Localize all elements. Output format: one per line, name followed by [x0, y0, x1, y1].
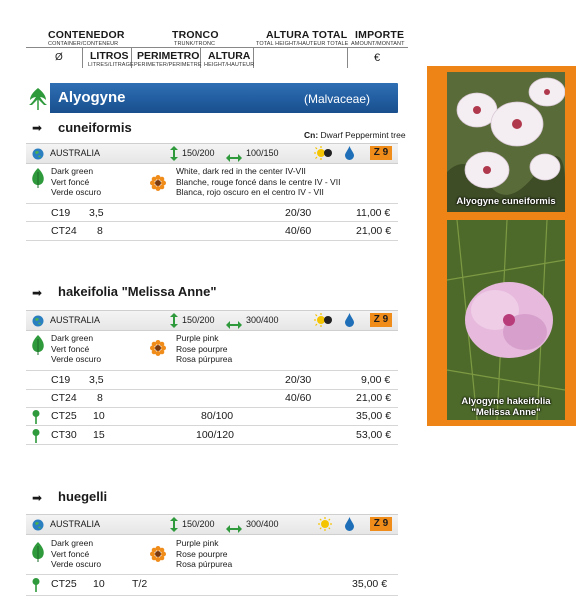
- header-diameter: Ø: [55, 52, 63, 63]
- flower-en: White, dark red in the center IV-VII: [176, 166, 306, 176]
- row-separator: [26, 444, 398, 445]
- leaf-icon: [26, 83, 50, 113]
- arrow-right-icon: ➡: [32, 286, 43, 300]
- row-separator: [26, 389, 398, 390]
- flower-es: Blanca, rojo oscuro en el centro IV - VII: [176, 187, 324, 197]
- flower-es: Rosa púrpurea: [176, 354, 233, 364]
- flower-en: Purple pink: [176, 333, 219, 343]
- photo-caption-line: Alyogyne hakeifolia: [461, 396, 551, 407]
- genus-name: Alyogyne: [58, 89, 126, 106]
- family-bar: [26, 83, 398, 113]
- water-drop-icon: [345, 313, 354, 332]
- sun-shade-icon: [314, 313, 334, 332]
- photo-cuneiformis: [447, 72, 565, 212]
- foliage-leaf-icon: [31, 168, 45, 193]
- flower-es: Rosa púrpurea: [176, 559, 233, 569]
- height-range: 150/200: [182, 148, 215, 158]
- foliage-colors: [51, 333, 101, 365]
- family-name: (Malvaceae): [303, 92, 370, 106]
- sun-shade-icon: [314, 146, 334, 165]
- width-range: 300/400: [246, 519, 279, 529]
- species-name: hakeifolia "Melissa Anne": [58, 284, 217, 299]
- flower-fr: Rose pourpre: [176, 343, 228, 354]
- flower-icon: [150, 340, 166, 361]
- species-name: cuneiformis: [58, 120, 132, 135]
- common-name: [304, 130, 406, 140]
- foliage-fr: Vert foncé: [51, 548, 90, 559]
- price: 9,00 €: [361, 374, 391, 386]
- row-separator: [26, 595, 398, 596]
- litres: 10: [93, 410, 105, 422]
- litres: 15: [93, 429, 105, 441]
- hardiness-zone-badge: Z 9: [370, 313, 392, 327]
- price: 53,00 €: [356, 429, 392, 441]
- foliage-en: Dark green: [51, 538, 94, 548]
- foliage-colors: [51, 538, 101, 570]
- water-drop-icon: [345, 146, 354, 165]
- header-contenedor-sub: CONTAINER/CONTENEUR: [48, 41, 119, 47]
- origin: AUSTRALIA: [50, 315, 101, 325]
- litres: 10: [93, 578, 105, 590]
- header-currency: €: [374, 52, 381, 64]
- globe-icon: [32, 314, 44, 332]
- species-name: huegelli: [58, 489, 108, 504]
- foliage-fr: Vert foncé: [51, 343, 90, 354]
- header-altura-total-sub: TOTAL HEIGHT/HAUTEUR TOTALE: [256, 41, 349, 47]
- height: 40/60: [285, 225, 312, 237]
- width-arrow-icon: [226, 149, 242, 167]
- sun-icon: [318, 517, 332, 536]
- arrow-right-icon: ➡: [32, 121, 43, 135]
- header-altura: ALTURA: [208, 50, 251, 62]
- header-litros-sub: LITRES/LITRAGE: [88, 62, 134, 68]
- height: 40/60: [285, 392, 312, 404]
- origin: AUSTRALIA: [50, 148, 101, 158]
- width-range: 100/150: [246, 148, 279, 158]
- row-separator: [26, 574, 398, 575]
- height-arrow-icon: [170, 517, 178, 537]
- species-info-band: [26, 143, 398, 164]
- perimeter: 100/120: [196, 429, 234, 441]
- container-code: CT30: [51, 429, 77, 441]
- litres: 8: [97, 392, 103, 404]
- hardiness-zone-badge: Z 9: [370, 517, 392, 531]
- price: 35,00 €: [352, 578, 388, 590]
- common-name-text: Dwarf Peppermint tree: [320, 130, 406, 140]
- family-leaf-box: [26, 83, 50, 113]
- container-code: CT25: [51, 410, 77, 422]
- species-info-band: [26, 514, 398, 535]
- globe-icon: [32, 147, 44, 165]
- flower-fr: Rose pourpre: [176, 548, 228, 559]
- container-code: C19: [51, 374, 71, 386]
- header-tronco: TRONCO: [172, 29, 219, 41]
- header-col-divider: [82, 48, 83, 68]
- height-range: 150/200: [182, 519, 215, 529]
- header-divider: [26, 47, 408, 48]
- height: 20/30: [285, 207, 312, 219]
- row-separator: [26, 221, 398, 222]
- header-importe: IMPORTE: [355, 29, 405, 41]
- row-separator: [26, 407, 398, 408]
- standard-tree-icon: [32, 429, 40, 448]
- height: 20/30: [285, 374, 312, 386]
- header-perimetro: PERIMETRO: [137, 50, 200, 62]
- foliage-leaf-icon: [31, 335, 45, 360]
- header-tronco-sub: TRUNK/TRONC: [174, 41, 216, 47]
- price: 11,00 €: [356, 207, 391, 219]
- flower-icon: [150, 546, 166, 567]
- arrow-right-icon: ➡: [32, 491, 43, 505]
- price: 21,00 €: [356, 225, 392, 237]
- width-arrow-icon: [226, 520, 242, 538]
- water-drop-icon: [345, 517, 354, 536]
- foliage-fr: Vert foncé: [51, 176, 90, 187]
- origin: AUSTRALIA: [50, 519, 101, 529]
- foliage-es: Verde oscuro: [51, 354, 102, 364]
- width-range: 300/400: [246, 315, 279, 325]
- foliage-leaf-icon: [31, 542, 45, 567]
- header-perimetro-sub: PERIMETER/PERIMETRE: [134, 62, 202, 68]
- header-altura-total: ALTURA TOTAL: [266, 29, 348, 41]
- height-range: 150/200: [182, 315, 215, 325]
- standard-tree-icon: [32, 410, 40, 429]
- litres: 3,5: [89, 374, 104, 386]
- photo-caption: [447, 396, 565, 418]
- container-code: CT24: [51, 392, 77, 404]
- price: 35,00 €: [356, 410, 392, 422]
- price: 21,00 €: [356, 392, 392, 404]
- hardiness-zone-badge: Z 9: [370, 146, 392, 160]
- flower-colors: [176, 538, 232, 570]
- litres: 8: [97, 225, 103, 237]
- foliage-colors: [51, 166, 101, 198]
- flower-en: Purple pink: [176, 538, 219, 548]
- container-code: CT25: [51, 578, 77, 590]
- row-separator: [26, 240, 398, 241]
- row-separator: [26, 203, 398, 204]
- header-importe-sub: AMOUNT/MONTANT: [351, 41, 405, 47]
- foliage-es: Verde oscuro: [51, 559, 102, 569]
- common-label: Cn:: [304, 130, 319, 140]
- foliage-es: Verde oscuro: [51, 187, 102, 197]
- photo-caption: Alyogyne cuneiformis: [456, 196, 556, 207]
- header-litros: LITROS: [90, 50, 129, 62]
- perimeter: 80/100: [201, 410, 234, 422]
- foliage-en: Dark green: [51, 333, 94, 343]
- flower-colors: [176, 333, 232, 365]
- header-col-divider: [347, 48, 348, 68]
- header-altura-sub: HEIGHT/HAUTEUR: [204, 62, 255, 68]
- globe-icon: [32, 518, 44, 536]
- trunk: T/2: [132, 578, 148, 590]
- species-info-band: [26, 310, 398, 331]
- height-arrow-icon: [170, 146, 178, 166]
- flower-fr: Blanche, rouge foncé dans le centre IV - VII: [176, 176, 341, 187]
- container-code: CT24: [51, 225, 77, 237]
- width-arrow-icon: [226, 316, 242, 334]
- container-code: C19: [51, 207, 71, 219]
- height-arrow-icon: [170, 313, 178, 333]
- photo-hakeifolia: [447, 220, 565, 420]
- photo-caption-line: "Melissa Anne": [471, 407, 541, 418]
- litres: 3,5: [89, 207, 104, 219]
- foliage-en: Dark green: [51, 166, 94, 176]
- flower-icon: [150, 175, 166, 196]
- row-separator: [26, 425, 398, 426]
- header-contenedor: CONTENEDOR: [48, 29, 125, 41]
- row-separator: [26, 370, 398, 371]
- photo-panel: [427, 66, 576, 426]
- flower-colors: [176, 166, 340, 198]
